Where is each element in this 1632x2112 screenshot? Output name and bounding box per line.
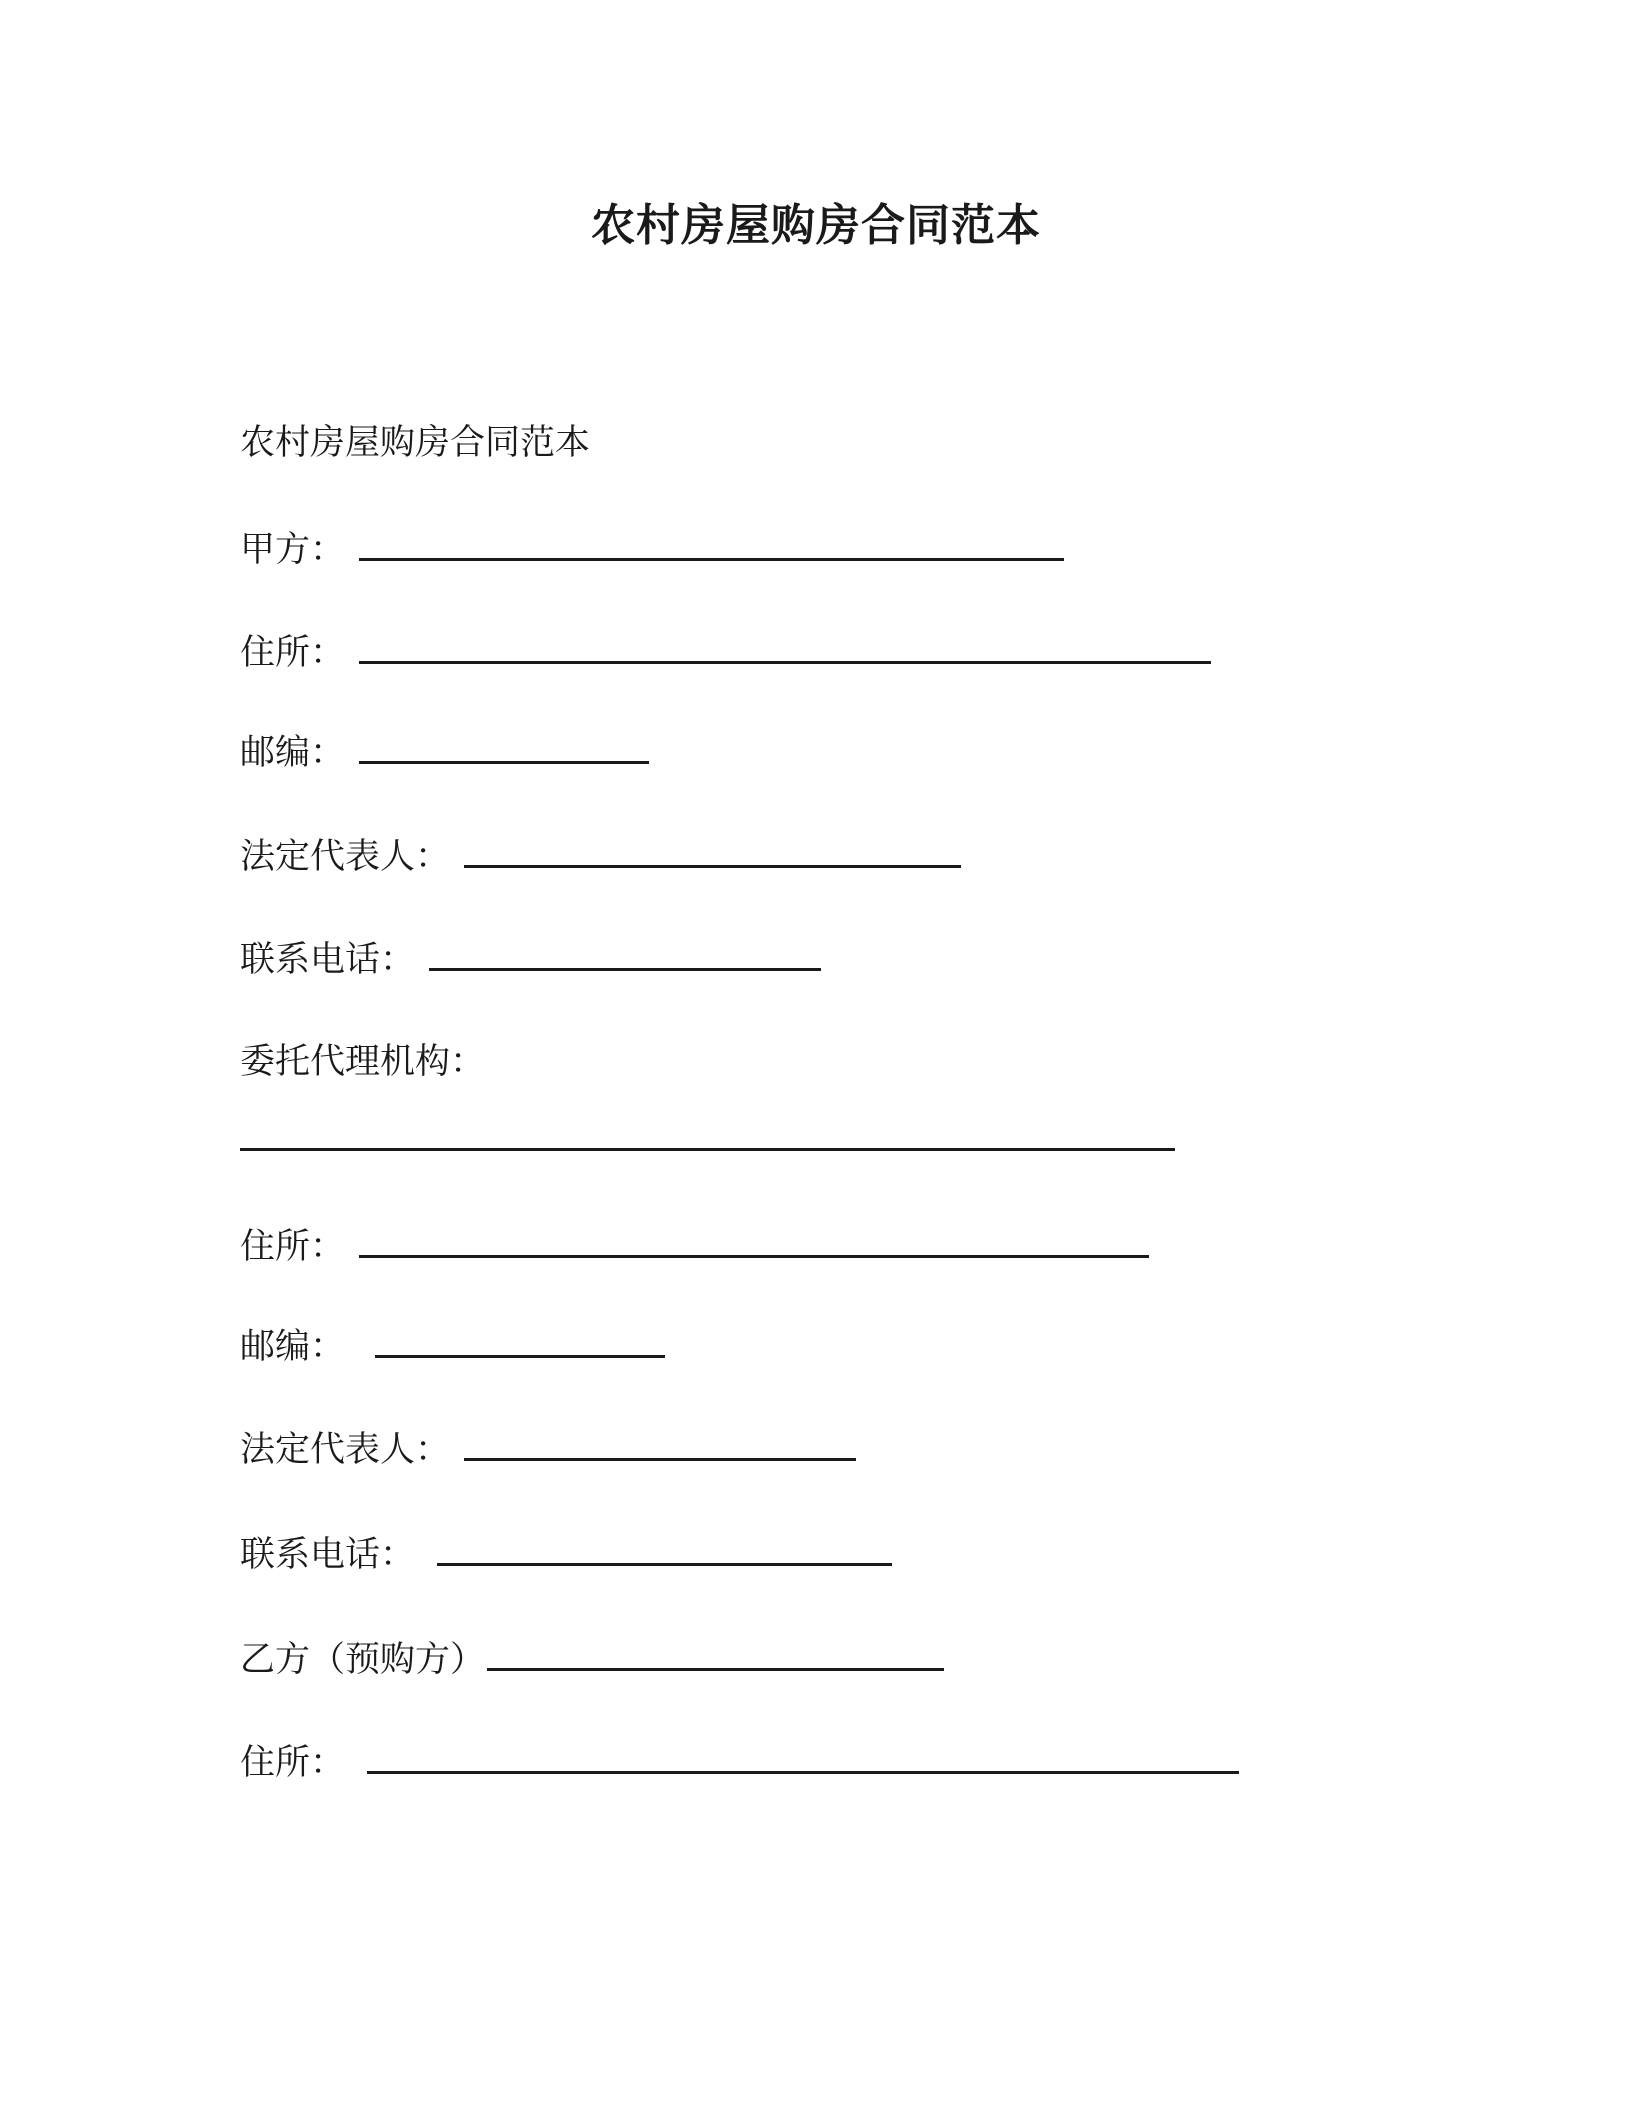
field-label: 法定代表人：: [240, 1430, 451, 1470]
document-title: 农村房屋购房合同范本: [591, 200, 1041, 251]
field-label: 联系电话：: [240, 940, 416, 980]
field-address-a: [240, 628, 1211, 678]
field-label: 住所：: [240, 1227, 346, 1267]
blank-line[interactable]: [359, 1225, 1149, 1258]
field-address-b: [240, 1738, 1239, 1788]
blank-line[interactable]: [487, 1638, 944, 1671]
field-label: 邮编：: [240, 733, 346, 773]
blank-line[interactable]: [367, 1741, 1239, 1774]
field-legal-rep-agency: [240, 1425, 856, 1475]
field-phone-a: [240, 935, 821, 985]
blank-line[interactable]: [240, 1118, 1175, 1151]
blank-line[interactable]: [359, 631, 1211, 664]
blank-line[interactable]: [429, 938, 821, 971]
field-agency-blank-row: [240, 1118, 1175, 1151]
field-label: 邮编：: [240, 1327, 346, 1367]
field-address-agency: [240, 1222, 1149, 1272]
field-label: 乙方（预购方）: [240, 1640, 486, 1680]
field-party-a: [240, 525, 1064, 575]
blank-line[interactable]: [464, 1428, 856, 1461]
field-postcode-agency: [240, 1322, 665, 1372]
field-label: 住所：: [240, 1743, 346, 1783]
document-subtitle: [240, 418, 590, 468]
field-party-b: [240, 1635, 944, 1685]
blank-line[interactable]: [375, 1325, 665, 1358]
field-label: 住所：: [240, 633, 346, 673]
field-postcode-a: [240, 728, 649, 778]
blank-line[interactable]: [359, 528, 1064, 561]
field-agency: [240, 1037, 485, 1087]
blank-line[interactable]: [437, 1533, 892, 1566]
field-phone-agency: [240, 1530, 892, 1580]
field-label: 甲方：: [240, 530, 346, 570]
field-legal-rep-a: [240, 832, 961, 882]
blank-line[interactable]: [464, 835, 961, 868]
subtitle-text: 农村房屋购房合同范本: [240, 423, 591, 463]
field-label: 联系电话：: [240, 1535, 416, 1575]
field-label: 法定代表人：: [240, 837, 451, 877]
field-label: 委托代理机构：: [240, 1042, 486, 1082]
blank-line[interactable]: [359, 731, 649, 764]
